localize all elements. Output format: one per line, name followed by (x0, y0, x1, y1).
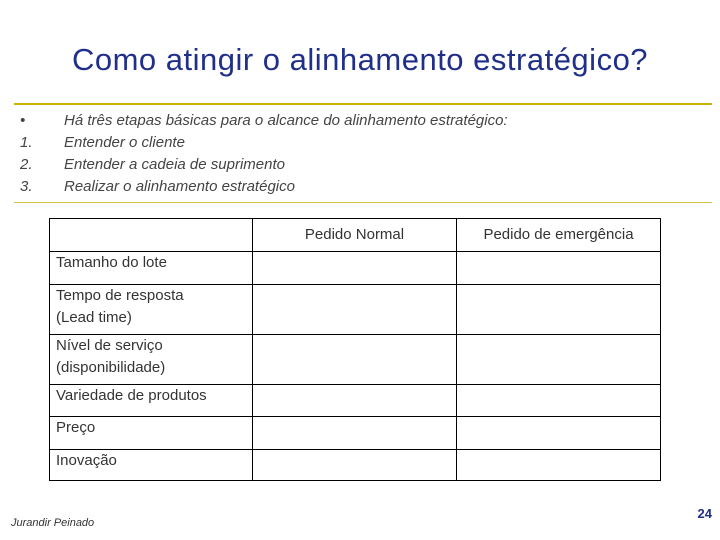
table-cell (457, 335, 661, 385)
row-label-line: Tamanho do lote (56, 254, 167, 271)
list-item (14, 176, 704, 198)
table-cell (253, 450, 457, 481)
table-cell (253, 385, 457, 417)
table-cell (457, 385, 661, 417)
row-label (50, 450, 253, 481)
title-divider (14, 103, 712, 105)
table-cell (457, 285, 661, 335)
table-cell (253, 417, 457, 450)
list-marker: • (20, 112, 26, 129)
list-marker: 2. (20, 156, 33, 173)
slide-title: Como atingir o alinhamento estratégico? (71, 42, 649, 77)
table-header-emergency: Pedido de emergência (457, 219, 661, 252)
row-label (50, 417, 253, 450)
row-label (50, 335, 253, 385)
table-cell (457, 450, 661, 481)
comparison-table (49, 218, 661, 481)
table-cell (253, 285, 457, 335)
list-item (14, 154, 704, 176)
table-row (50, 450, 661, 481)
table-header-row (50, 219, 661, 252)
row-label-line: (Lead time) (56, 309, 132, 326)
list-item (14, 110, 704, 132)
list-item (14, 132, 704, 154)
list-item-text: Entender o cliente (64, 134, 185, 151)
row-label-line: Variedade de produtos (56, 387, 207, 404)
table-cell (253, 252, 457, 285)
row-label-line: Preço (56, 419, 96, 436)
list-marker: 1. (20, 134, 33, 151)
table-cell (457, 252, 661, 285)
row-label (50, 285, 253, 335)
row-label-line: Tempo de resposta (56, 287, 184, 304)
row-label (50, 252, 253, 285)
table-header-empty (50, 219, 253, 252)
footer-author: Jurandir Peinado (11, 517, 95, 529)
table-row (50, 385, 661, 417)
table-cell (457, 417, 661, 450)
section-divider (14, 202, 712, 203)
list-item-text: Realizar o alinhamento estratégico (64, 178, 295, 195)
table-row (50, 335, 661, 385)
steps-list (14, 110, 704, 198)
page-number: 24 (697, 506, 712, 521)
row-label-line: (disponibilidade) (56, 359, 166, 376)
table-row (50, 285, 661, 335)
row-label (50, 385, 253, 417)
list-item-text: Há três etapas básicas para o alcance do alinhamento estratégico: (64, 112, 508, 129)
table-row (50, 417, 661, 450)
row-label-line: Inovação (56, 452, 117, 469)
table-header-normal: Pedido Normal (253, 219, 457, 252)
row-label-line: Nível de serviço (56, 337, 163, 354)
table-row (50, 252, 661, 285)
list-item-text: Entender a cadeia de suprimento (64, 156, 285, 173)
table-cell (253, 335, 457, 385)
list-marker: 3. (20, 178, 33, 195)
